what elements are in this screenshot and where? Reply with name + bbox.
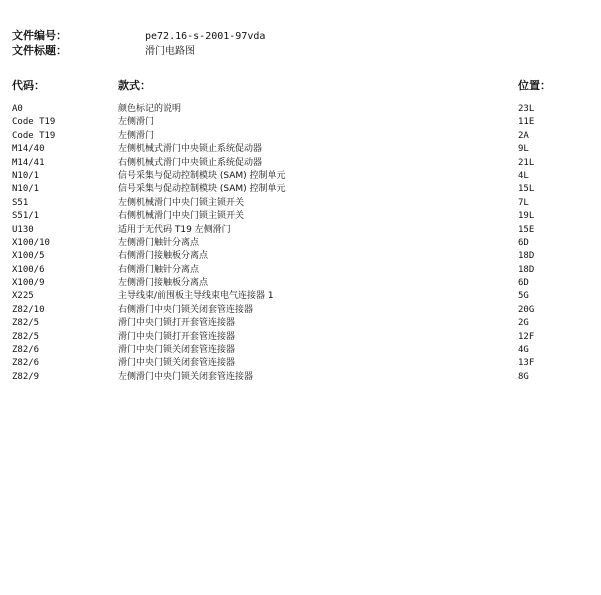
row-position: 8G (518, 371, 529, 382)
row-code: M14/40 (12, 144, 45, 155)
row-position: 4G (518, 345, 529, 356)
row-code: Z82/9 (12, 371, 40, 382)
row-description: 左侧滑门中央门锁关闭套管连接器 (118, 371, 254, 382)
table-row (0, 237, 601, 250)
row-position: 18D (518, 264, 535, 275)
row-code: X225 (12, 291, 34, 302)
table-row (0, 250, 601, 263)
row-description: 滑门中央门锁打开套管连接器 (118, 318, 236, 329)
doc-title-label: 文件标题： (12, 44, 67, 57)
row-position: 6D (518, 278, 529, 289)
row-description: 左侧机械式滑门中央锁止系统促动器 (118, 144, 263, 155)
row-position: 18D (518, 251, 535, 262)
table-row (0, 344, 601, 357)
table-row (0, 317, 601, 330)
row-position: 15L (518, 184, 535, 195)
row-description: 右侧滑门中央门锁关闭套管连接器 (118, 304, 254, 315)
table-row (0, 170, 601, 183)
row-position: 5G (518, 291, 529, 302)
row-code: Z82/6 (12, 345, 40, 356)
row-code: X100/10 (12, 237, 50, 248)
row-description: 右侧机械滑门中央门锁主锁开关 (118, 211, 245, 222)
row-code: Code T19 (12, 117, 56, 128)
table-row (0, 130, 601, 143)
row-code: N10/1 (12, 170, 40, 181)
table-row (0, 371, 601, 384)
row-code: Z82/6 (12, 358, 40, 369)
row-position: 2G (518, 318, 529, 329)
row-description: 左侧滑门 (118, 117, 155, 128)
column-header-code: 代码： (12, 79, 45, 92)
row-code: Code T19 (12, 130, 56, 141)
row-code: S51 (12, 197, 29, 208)
component-list (0, 103, 601, 384)
row-position: 19L (518, 211, 535, 222)
row-position: 23L (518, 104, 535, 114)
row-description: 左侧滑门 (118, 130, 155, 141)
row-position: 21L (518, 157, 535, 168)
row-description: 适用于无代码 T19 左侧滑门 (118, 224, 231, 235)
row-description: 主导线束/前围板主导线束电气连接器 1 (118, 291, 274, 302)
row-code: X100/5 (12, 251, 45, 262)
row-code: N10/1 (12, 184, 40, 195)
doc-title-row (12, 44, 195, 58)
row-code: Z82/5 (12, 318, 40, 329)
table-row (0, 290, 601, 303)
table-row (0, 224, 601, 237)
row-position: 20G (518, 304, 535, 315)
column-header-position: 位置： (518, 79, 551, 92)
table-row (0, 304, 601, 317)
column-header-description: 款式： (118, 79, 151, 92)
row-position: 12F (518, 331, 535, 342)
table-row (0, 277, 601, 290)
row-code: X100/9 (12, 278, 45, 289)
row-position: 11E (518, 117, 535, 128)
row-description: 信号采集与促动控制模块 (SAM) 控制单元 (118, 170, 286, 181)
table-row (0, 103, 601, 116)
table-row (0, 264, 601, 277)
row-description: 右侧滑门接触板分离点 (118, 251, 209, 262)
row-position: 4L (518, 170, 529, 181)
row-description: 滑门中央门锁关闭套管连接器 (118, 345, 236, 356)
table-row (0, 183, 601, 196)
row-description: 右侧滑门触针分离点 (118, 264, 200, 275)
table-row (0, 357, 601, 370)
row-code: Z82/5 (12, 331, 40, 342)
row-position: 7L (518, 197, 529, 208)
row-code: Z82/10 (12, 304, 45, 315)
row-description: 右侧机械式滑门中央锁止系统促动器 (118, 157, 263, 168)
table-row (0, 116, 601, 129)
row-position: 9L (518, 144, 529, 155)
row-code: U130 (12, 224, 34, 235)
table-row (0, 210, 601, 223)
row-code: S51/1 (12, 211, 40, 222)
table-row (0, 331, 601, 344)
table-row (0, 157, 601, 170)
row-description: 信号采集与促动控制模块 (SAM) 控制单元 (118, 184, 286, 195)
row-description: 左侧机械滑门中央门锁主锁开关 (118, 197, 245, 208)
row-description: 左侧滑门接触板分离点 (118, 278, 209, 289)
row-position: 2A (518, 130, 529, 141)
row-description: 滑门中央门锁关闭套管连接器 (118, 358, 236, 369)
row-code: A0 (12, 104, 23, 114)
doc-title-value: 滑门电路图 (145, 46, 195, 57)
row-description: 滑门中央门锁打开套管连接器 (118, 331, 236, 342)
doc-number-label: 文件编号： (12, 29, 67, 42)
row-position: 15E (518, 224, 535, 235)
row-position: 6D (518, 237, 529, 248)
row-position: 13F (518, 358, 535, 369)
doc-number-value: pe72.16-s-2001-97vda (145, 31, 266, 42)
table-row (0, 143, 601, 156)
row-description: 左侧滑门触针分离点 (118, 237, 200, 248)
row-code: X100/6 (12, 264, 45, 275)
doc-number-row (12, 29, 265, 43)
row-description: 颜色标记的说明 (118, 104, 182, 114)
table-row (0, 197, 601, 210)
row-code: M14/41 (12, 157, 45, 168)
